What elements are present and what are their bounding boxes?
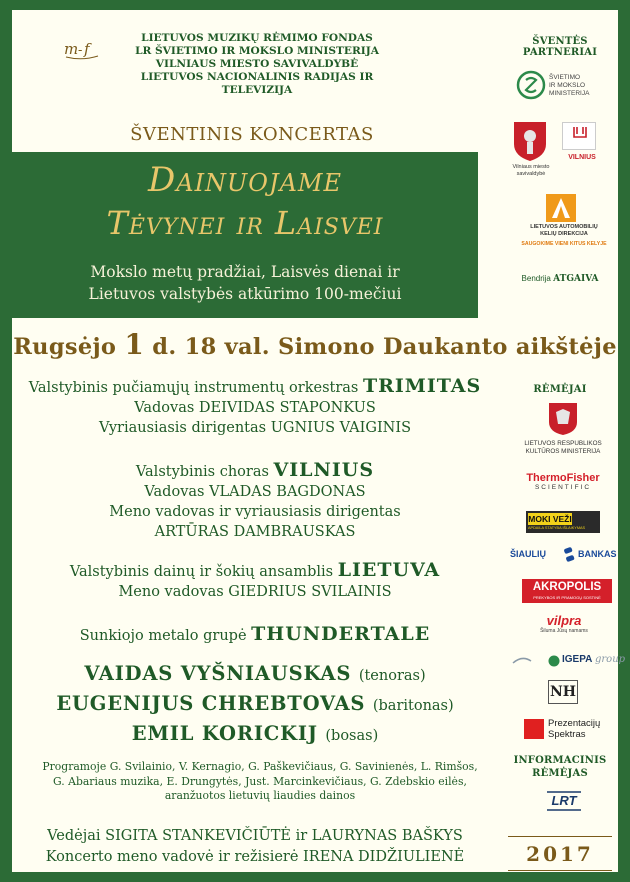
choir-art-leader: ARTŪRAS DAMBRAUSKAS	[154, 524, 356, 540]
ensemble-name: LIETUVA	[337, 559, 441, 581]
culture-text-2: KULTŪROS MINISTERIJA	[525, 448, 601, 455]
vilnius-coat-of-arms-icon	[512, 120, 548, 162]
media-header-1: INFORMACINIS	[513, 755, 607, 766]
director: IRENA DIDŽIULIENĖ	[303, 849, 465, 865]
igepa-logo	[512, 653, 626, 669]
subtitle-line-2: Lietuvos valstybės atkūrimo 100-mečiui	[88, 285, 402, 303]
ministry-text-2: IR MOKSLO	[549, 82, 586, 89]
choir-leader-role: Vadovas	[144, 484, 205, 500]
soloists	[12, 660, 498, 750]
vilnius-brand-text: VILNIUS	[568, 154, 596, 161]
atgaiva-logo	[502, 274, 618, 284]
title-line-2: Tėvynei ir Laisvei	[106, 204, 384, 242]
vilpra-text: vilpra	[546, 613, 582, 628]
vilnius-city-text-2: savivaldybė	[516, 171, 546, 177]
organizer-3: VILNIAUS MIESTO SAVIVALDYBĖ	[155, 58, 359, 70]
organizer-1: LIETUVOS MUZIKŲ RĖMIMO FONDAS	[141, 32, 373, 44]
program-line-3: aranžuotos lietuvių liaudies dainos	[164, 789, 356, 802]
choir-art-role: Meno vadovas ir vyriausiasis dirigentas	[109, 504, 401, 520]
poster-sheet	[12, 10, 626, 872]
orchestra-name: TRIMITAS	[362, 375, 482, 397]
subtitle-line-1: Mokslo metų pradžiai, Laisvės dienai ir	[90, 263, 400, 281]
atgaiva-name: ATGAIVA	[553, 274, 599, 284]
orchestra-leader: DEIVIDAS STAPONKUS	[198, 400, 376, 416]
nh-text: NH	[549, 684, 577, 700]
date-hour: 18	[184, 334, 217, 360]
ensemble-leader: GIEDRIUS SVILAINIS	[228, 584, 392, 600]
igepa-text: IGEPA	[562, 654, 593, 665]
road-text-1: LIETUVOS AUTOMOBILIŲ	[530, 224, 598, 230]
performer-ensemble	[12, 560, 498, 602]
hosts-block	[12, 826, 498, 868]
host-2: LAURYNAS BAŠKYS	[311, 828, 463, 844]
vilnius-city-logos	[508, 120, 618, 182]
culture-text-1: LIETUVOS RESPUBLIKOS	[524, 440, 602, 447]
akropolis-text: AKROPOLIS	[532, 581, 602, 593]
orchestra-conductor-role: Vyriausiasis dirigentas	[98, 420, 267, 436]
media-header	[502, 754, 618, 780]
ensemble-prefix: Valstybinis dainų ir šokių ansamblis	[69, 564, 334, 580]
akropolis-sub: PREKYBOS IR PRAMOGŲ SOSTINĖ	[533, 595, 601, 600]
atgaiva-prefix: Bendrija	[521, 274, 551, 283]
date-d: d.	[152, 334, 177, 360]
hosts-prefix: Vedėjai	[47, 828, 101, 844]
year-top-rule	[508, 836, 612, 837]
metal-prefix: Sunkiojo metalo grupė	[79, 628, 247, 644]
title-line-1: Dainuojame	[147, 160, 343, 200]
performer-choir	[12, 460, 498, 542]
performer-metal	[12, 624, 498, 646]
road-text-2: KELIŲ DIREKCIJA	[540, 231, 588, 237]
music-fund-logo-icon	[62, 36, 102, 62]
soloist-3: EMIL KORICKIJ (bosas)	[131, 722, 379, 745]
choir-prefix: Valstybinis choras	[135, 464, 269, 480]
choir-leader: VLADAS BAGDONAS	[209, 484, 366, 500]
date-day: 1	[124, 328, 145, 361]
mokivezi-sub: APDAILA STATYBA IŠLAIKYMAS	[528, 526, 586, 530]
thermofisher-logo	[508, 472, 618, 491]
host-1: SIGITA STANKEVIČIŪTĖ	[105, 828, 291, 844]
vilnius-city-text-1: Vilniaus miesto	[512, 164, 550, 170]
vilpra-sub: Šiluma Jūsų namams	[540, 628, 588, 634]
igepa-circle-icon	[548, 655, 560, 667]
year: 2017	[526, 842, 594, 866]
lrt-text: LRT	[551, 793, 577, 808]
road-directorate-logo	[512, 194, 616, 260]
organizer-4: LIETUVOS NACIONALINIS RADIJAS IR TELEVIZIJA	[140, 71, 374, 96]
partners-header: ŠVENTĖS PARTNERIAI	[522, 36, 598, 58]
prezent-text-2: Spektras	[548, 729, 586, 740]
svg-text:m: m	[64, 40, 79, 58]
date-line	[12, 328, 618, 361]
concert-type: ŠVENTINIS KONCERTAS	[130, 124, 374, 145]
program-text	[22, 760, 498, 804]
director-prefix: Koncerto meno vadovė ir režisierė	[45, 849, 299, 865]
spektras-square-icon	[524, 719, 544, 739]
hosts-and: ir	[295, 828, 308, 844]
mokivezi-text: MOKI VEŽI	[528, 514, 572, 524]
orchestra-leader-role: Vadovas	[134, 400, 195, 416]
vilnius-brand-icon	[563, 123, 597, 143]
culture-ministry-logo	[508, 402, 618, 466]
prezent-text-1: Prezentacijų	[548, 718, 601, 729]
orchestra-prefix: Valstybinis pučiamųjų instrumentų orkestras	[28, 380, 359, 396]
ministry-text-1: ŠVIETIMO	[549, 74, 581, 81]
education-ministry-logo	[516, 60, 612, 112]
siauliu-bankas-icon	[562, 547, 576, 563]
vilnius-brand-box	[562, 122, 596, 150]
year-bottom-rule	[508, 870, 612, 871]
date-month: Rugsėjo	[13, 334, 117, 360]
svg-text:f: f	[84, 40, 90, 58]
choir-name: VILNIUS	[273, 459, 375, 481]
nh-logo	[548, 680, 578, 704]
ministry-emblem-icon	[516, 70, 546, 100]
siauliu-bankas-logo	[510, 547, 618, 565]
program-line-2: G. Abariaus muzika, E. Drungytės, Just. Marcinkevičiaus, G. Zdebskio eilės,	[53, 774, 467, 788]
lithuania-coat-of-arms-icon	[548, 402, 578, 436]
akropolis-logo	[522, 579, 612, 603]
vilpra-logo	[512, 614, 616, 634]
performer-orchestra	[12, 376, 498, 438]
organizers	[107, 32, 407, 97]
ensemble-leader-role: Meno vadovas	[118, 584, 224, 600]
program-line-1: Programoje G. Svilainio, V. Kernagio, G. Paškevičiaus, G. Savinienės, L. Rimšos,	[42, 760, 478, 773]
lrt-logo	[544, 788, 584, 814]
mokivezi-logo	[526, 511, 600, 533]
date-place: val. Simono Daukanto aikštėje	[224, 334, 617, 360]
music-fund-logo	[62, 36, 102, 62]
subtitle	[12, 261, 478, 305]
prezentaciju-spektras-logo	[524, 716, 620, 742]
sponsors-header: RĖMĖJAI	[533, 384, 587, 395]
igepa-group-text: group	[595, 654, 626, 665]
metal-name: THUNDERTALE	[251, 623, 431, 645]
orchestra-conductor: UGNIUS VAIGINIS	[270, 420, 412, 436]
soloist-2: EUGENIJUS CHREBTOVAS (baritonas)	[56, 692, 454, 715]
siauliu-text: ŠIAULIŲ	[510, 549, 546, 559]
thermofisher-sub: SCIENTIFIC	[534, 484, 592, 491]
road-directorate-icon	[546, 194, 576, 222]
media-header-2: RĖMĖJAS	[532, 768, 588, 779]
bankas-text: BANKAS	[578, 549, 617, 559]
road-slogan: SAUGOKIME VIENI KITUS KELYJE	[521, 241, 607, 247]
soloist-1: VAIDAS VYŠNIAUSKAS (tenoras)	[84, 662, 426, 685]
igepa-swoosh-icon	[512, 655, 532, 667]
svg-text:-: -	[78, 43, 83, 58]
organizer-2: LR ŠVIETIMO IR MOKSLO MINISTERIJA	[135, 45, 379, 57]
ministry-text-3: MINISTERIJA	[549, 90, 590, 97]
thermofisher-text: ThermoFisher	[526, 472, 600, 484]
